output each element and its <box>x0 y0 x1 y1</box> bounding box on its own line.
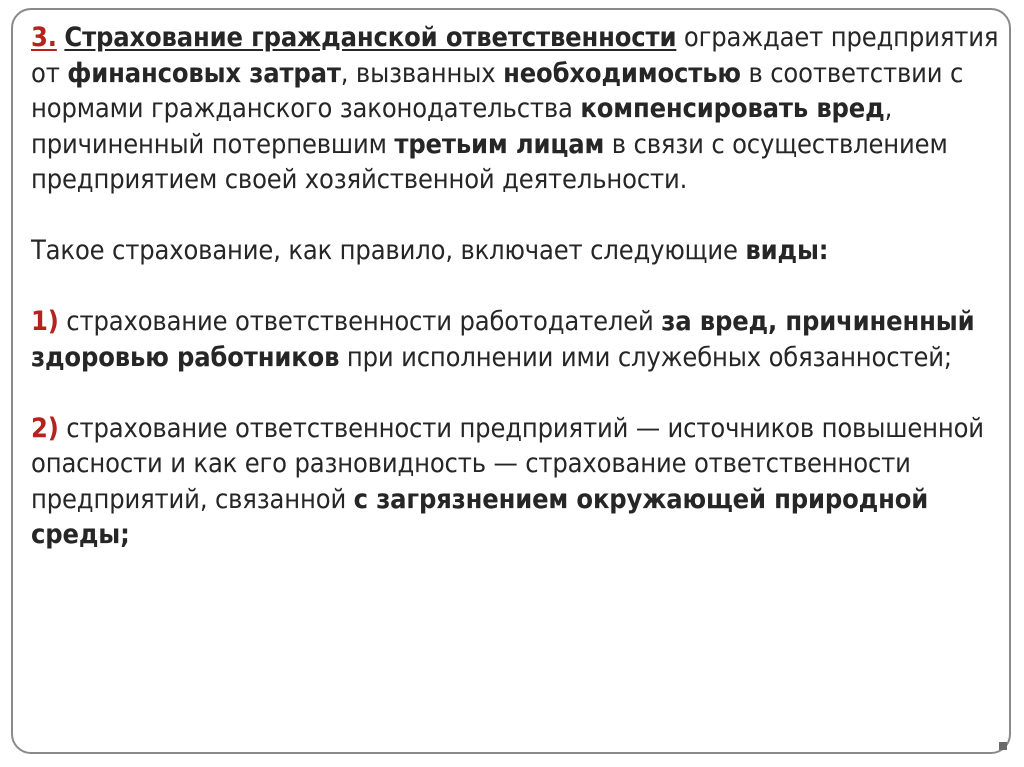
emphasis: третьим лицам <box>394 128 605 160</box>
emphasis: финансовых затрат <box>67 57 341 89</box>
text: страхование ответственности предприятий — источников повышенной опасности и как его разновидность — страхование ответственности предприятий, связанной <box>31 412 984 515</box>
corner-marker <box>999 742 1007 750</box>
spacer <box>31 269 1001 305</box>
list-item-employer-liability <box>31 304 1001 375</box>
spacer <box>31 375 1001 411</box>
text: при исполнении ими служебных обязанностей; <box>339 341 952 373</box>
text: , вызванных <box>340 57 504 89</box>
spacer <box>31 198 1001 234</box>
paragraph-number: 3. <box>31 22 57 53</box>
list-item-number: 2) <box>31 412 59 444</box>
emphasis: компенсировать вред <box>580 93 885 124</box>
emphasis: виды: <box>745 235 829 266</box>
emphasis: за вред, причиненный здоровью работников <box>31 306 975 373</box>
text: в соответствии с нормами гражданского законодательства <box>31 57 964 124</box>
paragraph-heading: Страхование гражданской ответственности <box>64 22 677 53</box>
paragraph-types-intro <box>31 233 1001 269</box>
text: ограждает предприятия от <box>31 22 999 89</box>
emphasis: необходимостью <box>503 57 741 89</box>
emphasis: с загрязнением окружающей природной среды; <box>31 483 929 550</box>
paragraph-civil-liability <box>31 20 1001 198</box>
slide-content <box>31 20 1001 553</box>
text: Такое страхование, как правило, включает следующие <box>31 235 746 266</box>
list-item-number: 1) <box>31 306 59 337</box>
text: в связи с осуществлением предприятием своей хозяйственной деятельности. <box>31 128 948 195</box>
list-item-hazard-liability <box>31 411 1001 553</box>
text: страхование ответственности работодателей <box>58 306 662 337</box>
text: , причиненный потерпевшим <box>31 93 893 160</box>
